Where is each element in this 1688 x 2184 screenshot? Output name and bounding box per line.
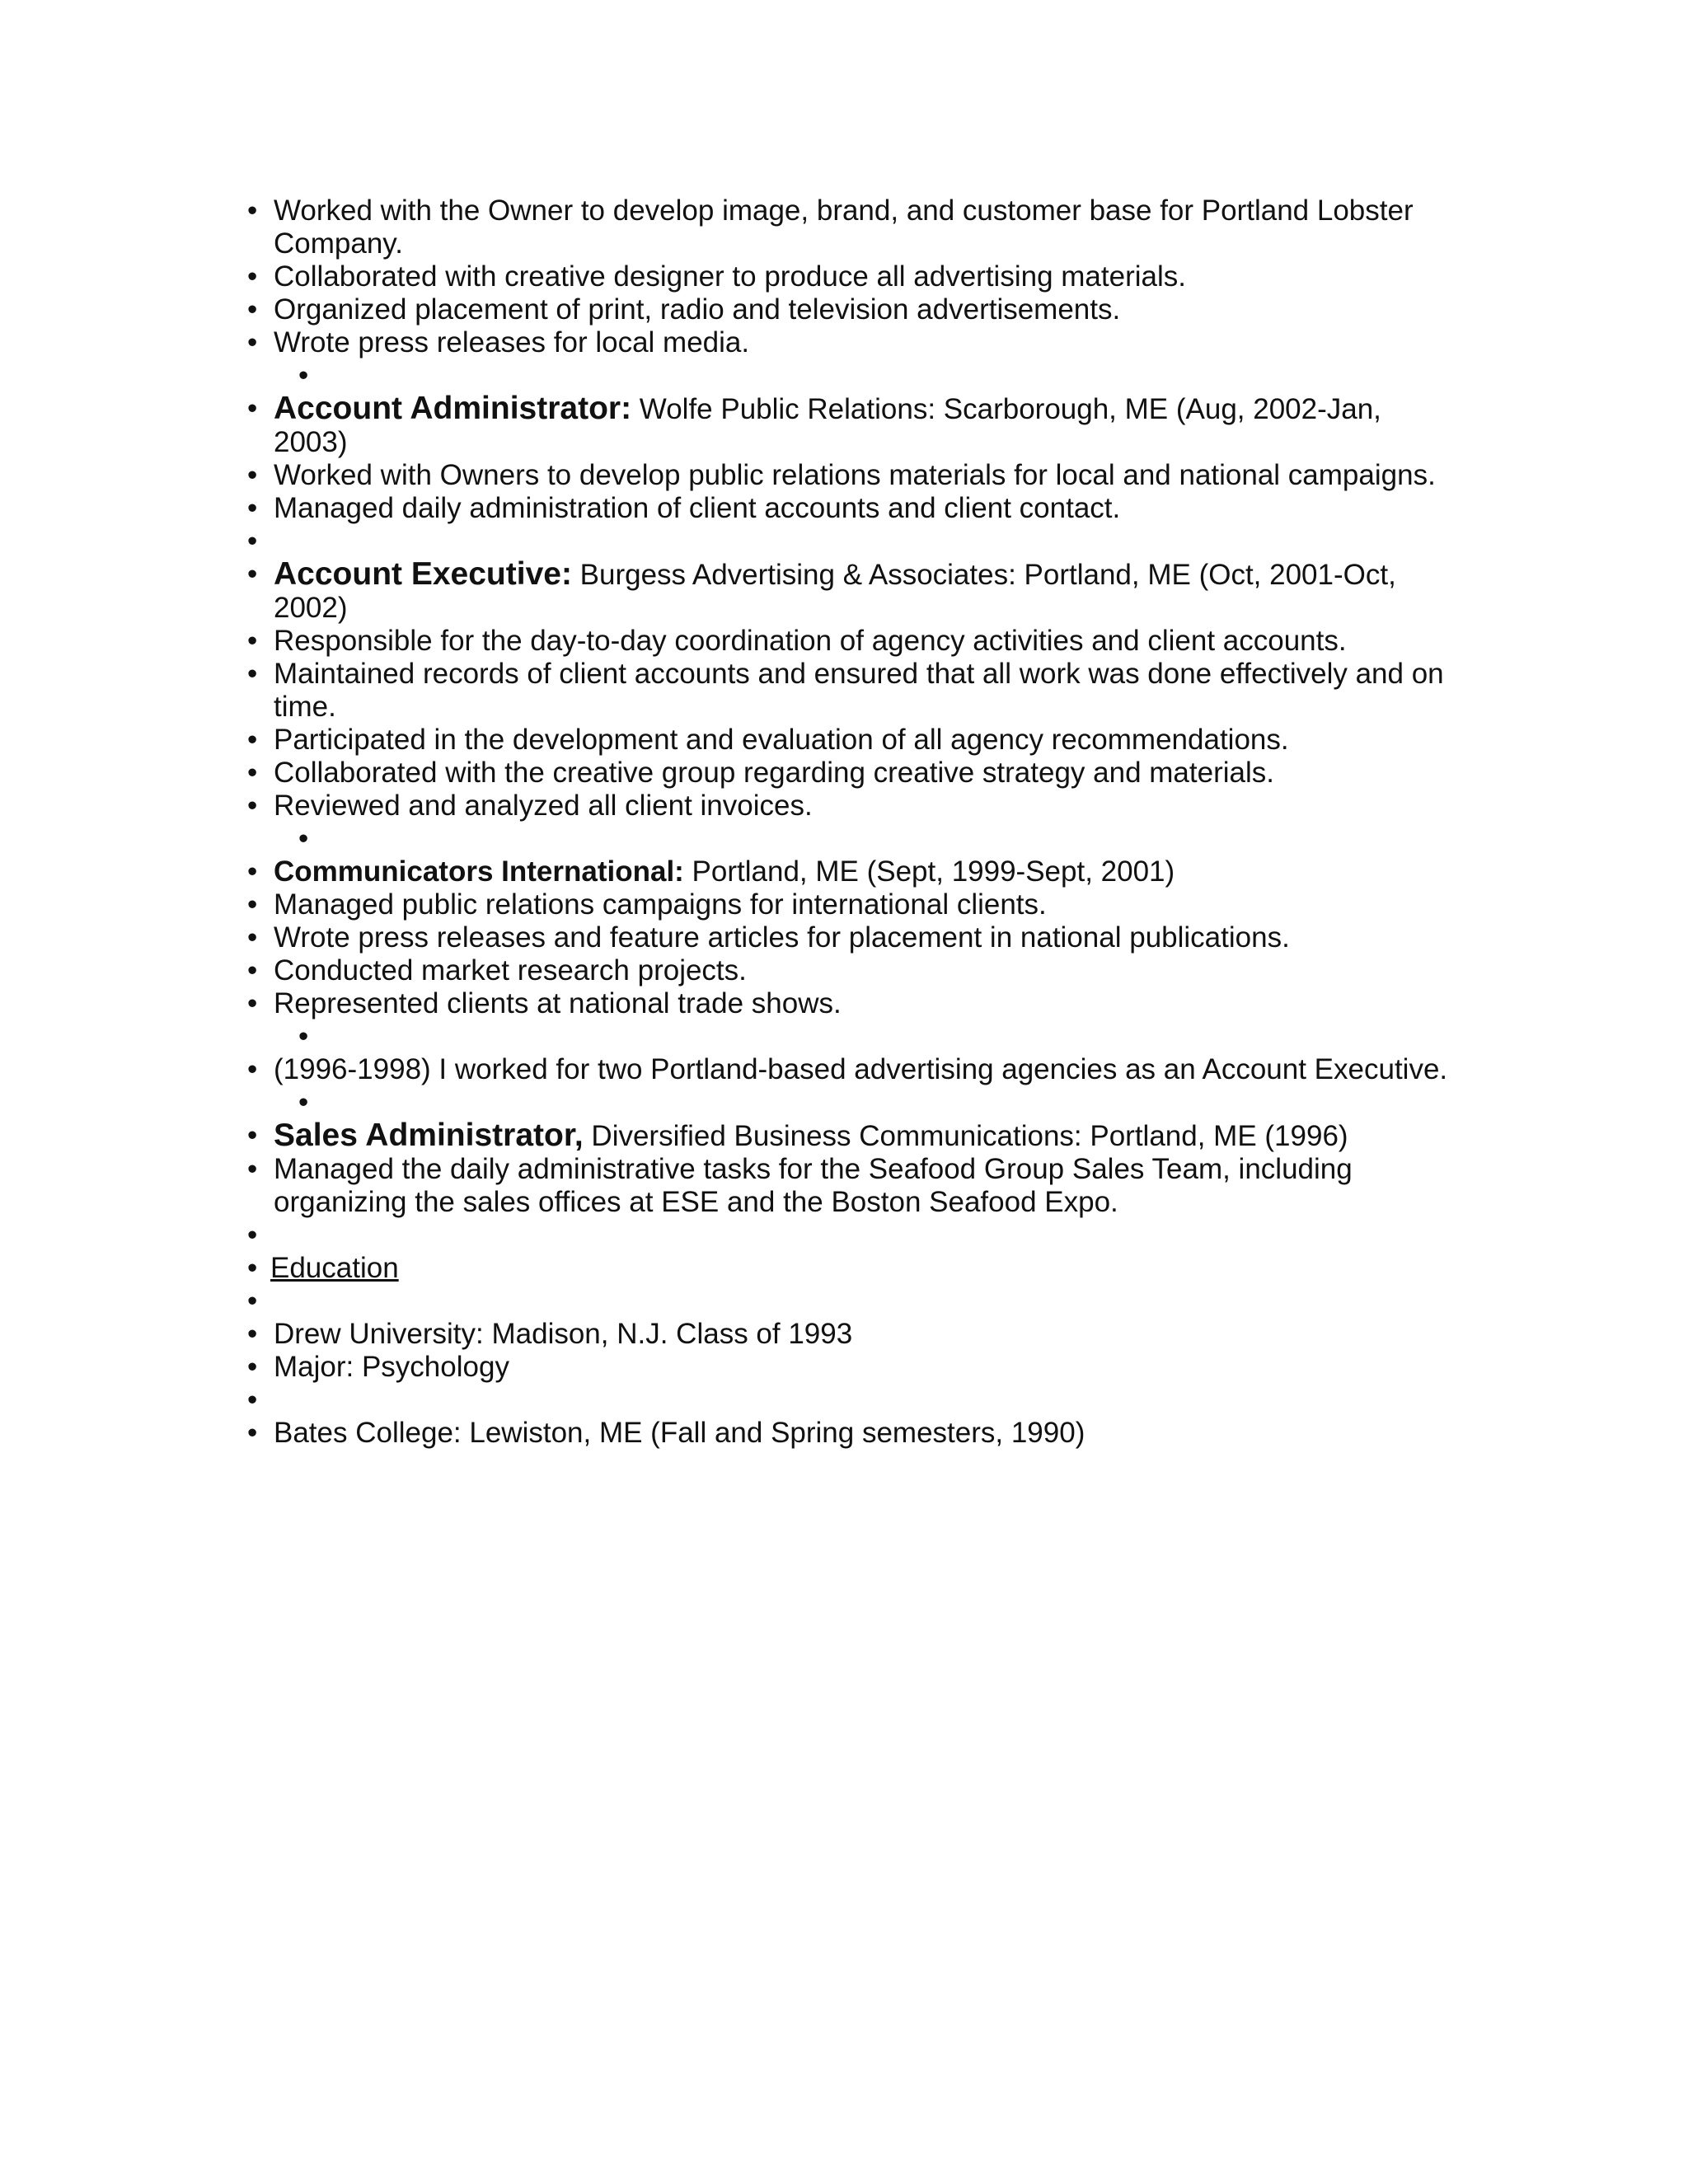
job-title: Sales Administrator,	[274, 1118, 584, 1153]
list-item	[247, 658, 1451, 724]
empty-nested-list-item	[247, 823, 1451, 855]
list-item-text: Major: Psychology	[274, 1351, 509, 1383]
bullet-icon: •	[247, 293, 258, 326]
list-item	[247, 326, 1451, 359]
bullet-icon: •	[247, 194, 258, 227]
list-item-text: Bates College: Lewiston, ME (Fall and Spring semesters, 1990)	[274, 1417, 1085, 1449]
section-heading-text: Education	[270, 1252, 399, 1284]
list-item-text: Managed public relations campaigns for international clients.	[274, 888, 1047, 921]
bullet-icon: •	[247, 625, 258, 657]
bullet-icon: •	[247, 921, 258, 954]
list-item	[247, 1318, 1451, 1351]
list-item-text: Responsible for the day-to-day coordination of agency activities and client accounts.	[274, 625, 1347, 657]
list-item	[247, 492, 1451, 525]
list-item	[247, 1153, 1451, 1219]
list-item-text: Represented clients at national trade shows.	[274, 987, 842, 1019]
list-item	[247, 1351, 1451, 1384]
bullet-icon: •	[298, 1020, 309, 1052]
list-item	[247, 260, 1451, 293]
list-item-text: Managed daily administration of client accounts and client contact.	[274, 492, 1121, 524]
list-item	[247, 1417, 1451, 1450]
list-item-text: (1996-1998) I worked for two Portland-based advertising agencies as an Account Executive.	[274, 1053, 1448, 1085]
bullet-icon: •	[247, 1153, 258, 1185]
list-item-text: Managed the daily administrative tasks for the Seafood Group Sales Team, including organizing the sales offices at ESE and the Boston Seafood Expo.	[274, 1153, 1353, 1218]
empty-nested-list-item	[247, 359, 1451, 392]
list-item	[247, 790, 1451, 823]
list-item	[247, 293, 1451, 326]
list-item	[247, 724, 1451, 757]
job-title: Communicators International:	[274, 855, 684, 888]
bullet-icon: •	[247, 1285, 258, 1317]
empty-nested-list-item	[247, 1020, 1451, 1053]
list-item-text: Collaborated with creative designer to produce all advertising materials.	[274, 260, 1186, 293]
list-item-text: Conducted market research projects.	[274, 954, 747, 987]
list-item-text: Wrote press releases and feature articles for placement in national publications.	[274, 921, 1290, 954]
list-item-text: Maintained records of client accounts and ensured that all work was done effectively and on time.	[274, 658, 1444, 723]
empty-list-item	[247, 1285, 1451, 1318]
bullet-icon: •	[247, 757, 258, 789]
list-item-text: Wrote press releases for local media.	[274, 326, 750, 359]
bullet-icon: •	[247, 1219, 258, 1251]
list-item	[247, 987, 1451, 1020]
empty-nested-list-item	[247, 1086, 1451, 1119]
bullet-icon: •	[298, 359, 309, 391]
empty-list-item	[247, 1219, 1451, 1252]
bullet-icon: •	[298, 823, 309, 855]
bullet-icon: •	[247, 525, 258, 557]
list-item-text: Reviewed and analyzed all client invoices.	[274, 790, 813, 822]
bullet-icon: •	[247, 658, 258, 690]
list-item	[247, 921, 1451, 954]
bullet-icon: •	[247, 459, 258, 491]
list-item-text: Worked with the Owner to develop image, brand, and customer base for Portland Lobster Company.	[274, 194, 1414, 260]
bullet-icon: •	[247, 1384, 258, 1416]
list-item	[247, 625, 1451, 658]
bullet-icon: •	[247, 326, 258, 359]
job-title: Account Executive:	[274, 556, 572, 592]
job-heading	[247, 855, 1451, 888]
job-detail: Burgess Advertising & Associates: Portland, ME (Oct, 2001-Oct, 2002)	[274, 559, 1396, 624]
bullet-icon: •	[247, 1119, 258, 1151]
list-item	[247, 459, 1451, 492]
bullet-icon: •	[247, 855, 258, 888]
list-item-text: Drew University: Madison, N.J. Class of 1993	[274, 1318, 853, 1350]
bullet-icon: •	[247, 558, 258, 590]
bullet-icon: •	[247, 1417, 258, 1449]
job-detail: Wolfe Public Relations: Scarborough, ME (Aug, 2002-Jan, 2003)	[274, 393, 1381, 458]
job-heading	[247, 558, 1451, 625]
job-detail: Diversified Business Communications: Portland, ME (1996)	[583, 1120, 1348, 1152]
job-title: Account Administrator:	[274, 391, 632, 426]
bullet-icon: •	[247, 954, 258, 987]
bullet-icon: •	[247, 987, 258, 1019]
list-item-text: Participated in the development and evaluation of all agency recommendations.	[274, 724, 1289, 756]
section-heading-education	[247, 1252, 1451, 1285]
list-item	[247, 757, 1451, 790]
job-heading	[247, 392, 1451, 459]
bullet-icon: •	[247, 1351, 258, 1383]
list-item	[247, 1053, 1451, 1086]
job-detail: Portland, ME (Sept, 1999-Sept, 2001)	[683, 855, 1175, 888]
list-item-text: Worked with Owners to develop public relations materials for local and national campaigns.	[274, 459, 1436, 491]
bullet-icon: •	[247, 724, 258, 756]
list-item	[247, 888, 1451, 921]
list-item-text: Organized placement of print, radio and television advertisements.	[274, 293, 1121, 326]
empty-list-item	[247, 1384, 1451, 1417]
job-heading	[247, 1119, 1451, 1153]
resume-bullet-list	[247, 194, 1451, 1450]
empty-list-item	[247, 525, 1451, 558]
bullet-icon: •	[247, 1252, 258, 1284]
bullet-icon: •	[247, 790, 258, 822]
bullet-icon: •	[247, 392, 258, 424]
bullet-icon: •	[247, 260, 258, 293]
list-item	[247, 194, 1451, 260]
list-item-text: Collaborated with the creative group regarding creative strategy and materials.	[274, 757, 1274, 789]
bullet-icon: •	[247, 1318, 258, 1350]
bullet-icon: •	[247, 888, 258, 921]
bullet-icon: •	[247, 1053, 258, 1085]
bullet-icon: •	[247, 492, 258, 524]
list-item	[247, 954, 1451, 987]
bullet-icon: •	[298, 1086, 309, 1118]
